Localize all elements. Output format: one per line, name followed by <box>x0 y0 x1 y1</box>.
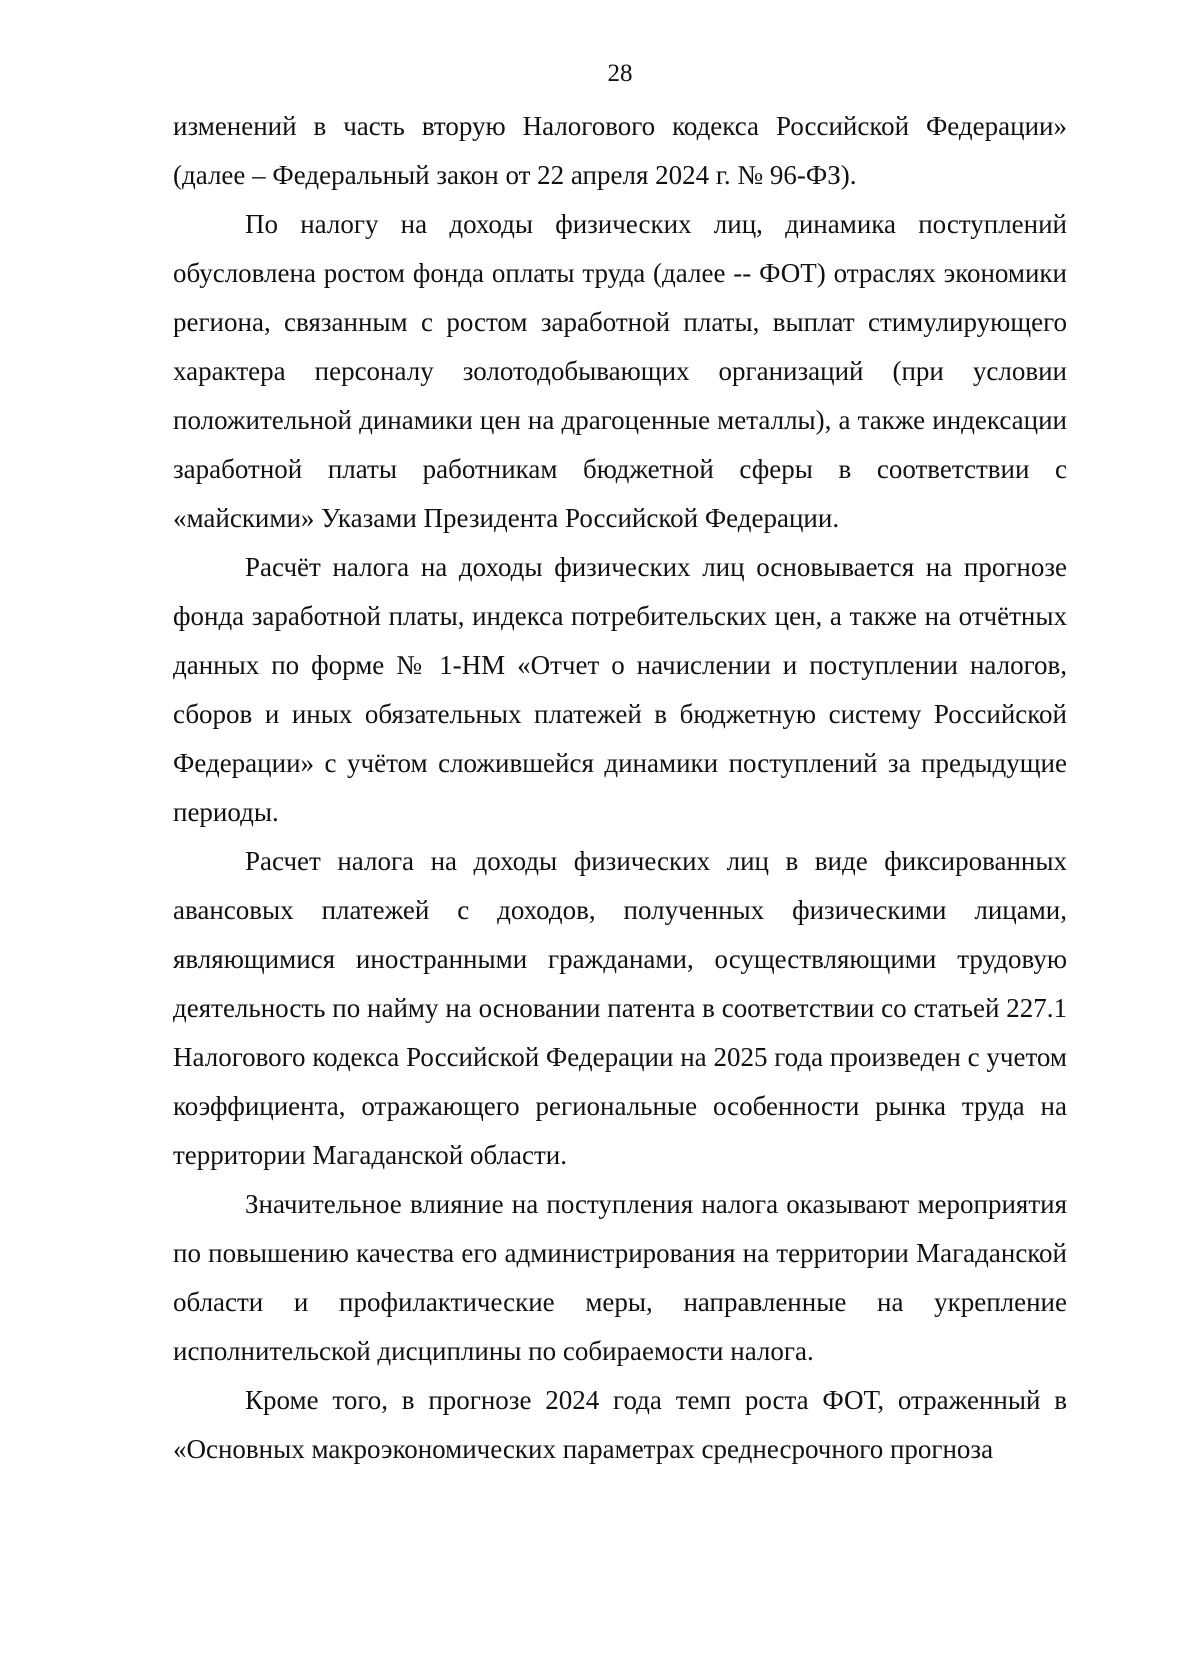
paragraph-ndfl-dynamics: По налогу на доходы физических лиц, динамика поступлений обусловлена ростом фонда оплаты труда (далее -- ФОТ) отраслях экономики региона, связанным с ростом заработной платы, выплат стимулирующего характера персоналу золотодобывающих организаций (при условии положительной динамики цен на драгоценные металлы), а также индексации заработной платы работникам бюджетной сферы в соответствии с «майскими» Указами Президента Российской Федерации. <box>173 209 1067 533</box>
page-number: 28 <box>607 60 633 87</box>
paragraph-fot-forecast: Кроме того, в прогнозе 2024 года темп роста ФОТ, отраженный в «Основных макроэкономических параметрах среднесрочного прогноза <box>173 1385 1067 1464</box>
paragraph-ndfl-calculation: Расчёт налога на доходы физических лиц основывается на прогнозе фонда заработной платы, индекса потребительских цен, а также на отчётных данных по форме № 1-НМ «Отчет о начислении и поступлении налогов, сборов и иных обязательных платежей в бюджетную систему Российской Федерации» с учётом сложившейся динамики поступлений за предыдущие периоды. <box>173 552 1067 827</box>
paragraph-fixed-advance-payments: Расчет налога на доходы физических лиц в виде фиксированных авансовых платежей с доходов, полученных физическими лицами, являющимися иностранными гражданами, осуществляющими трудовую деятельность по найму на основании патента в соответствии со статьей 227.1 Налогового кодекса Российской Федерации на 2025 года произведен с учетом коэффициента, отражающего региональные особенности рынка труда на территории Магаданской области. <box>173 846 1067 1170</box>
body-text <box>173 102 1067 1474</box>
paragraph-administration-measures: Значительное влияние на поступления налога оказывают мероприятия по повышению качества его администрирования на территории Магаданской области и профилактические меры, направленные на укрепление исполнительской дисциплины по собираемости налога. <box>173 1189 1067 1366</box>
paragraph-continuation: изменений в часть вторую Налогового кодекса Российской Федерации» (далее – Федеральный закон от 22 апреля 2024 г. № 96-ФЗ). <box>173 111 1067 190</box>
